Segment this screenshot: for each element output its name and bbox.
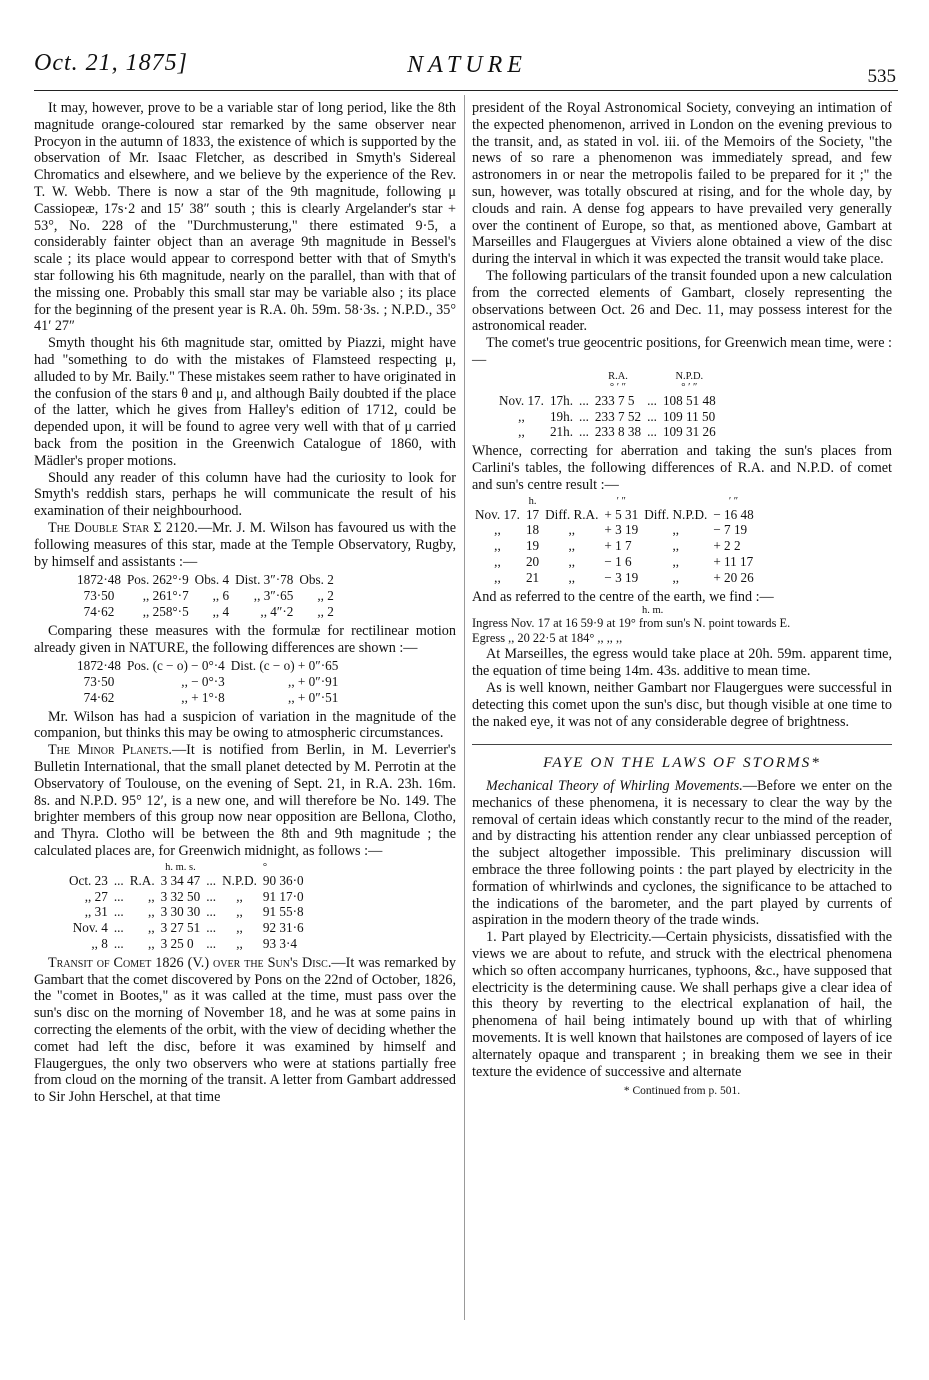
table-cell: 21 xyxy=(525,569,540,585)
table-cell: 3 25 0 xyxy=(160,936,194,952)
paragraph xyxy=(34,955,456,1106)
table-cell: − 1 6 xyxy=(604,553,632,569)
paragraph: As is well known, neither Gambart nor Flaugergues were successful in detecting this comet upon the sun's disc, but though visible at one time to the naked eye, it was not of any considerable degree of brightness. xyxy=(472,679,892,730)
paragraph: It may, however, prove to be a variable star of long period, like the 8th magnitude orange-coloured star remarked by the same observer near Procyon in the autumn of 1833, the existence of which is supported by the observation of Mr. Isaac Fletcher, as described in Smyth's Sidereal Chromatics and elsewhere, and we believe by the experience of the Rev. T. W. Webb. There is now a star of the 9th magnitude, following μ Cassiopeæ, 17s·2 and 15′ 38″ south ; this is clearly Argelander's star + 53°, No. 228 of the "Durchmusterung," there estimated 9·5, a considerably fainter object than an average 9th magnitude in Bessel's scale ; its place would appear to correspond better with that of Smyth's star following his 6th magnitude, nearly on the parallel, than with that of the missing one. Probably this small star may be variable also ; its place for the beginning of the present year is R.A. 0h. 59m. 58·3s. ; N.P.D., 35° 41′ 27″ xyxy=(34,100,456,335)
paragraph: president of the Royal Astronomical Society, conveying an intimation of the expected phenomenon, arrived in London on the evening previous to the transit, and, as stated in vol. iii. of the Memoirs of the Society, "the news of so rare a phenomenon was immediately spread, and few astronomers in or near the metropolis failed to be prepared for it ;" the sun, however, was totally obscured at rising, and for the whole day, by clouds and rain. A dense fog appears to have prevailed very generally over the continent of Europe, so that, as mentioned above, Gambart at Marseilles and Flaugergues at Viviers alone obtained a view of the disc during the interval in which it was expected the transit would take place. xyxy=(472,100,892,268)
table-units-row xyxy=(496,382,719,393)
table-cell: ... xyxy=(647,392,657,408)
table-row xyxy=(496,393,719,409)
table-cell: − 3 19 xyxy=(604,569,639,585)
table-cell: ,, xyxy=(236,920,243,936)
table-cell: 17 xyxy=(525,506,540,522)
table-cell: 93 3·4 xyxy=(262,936,297,952)
table-cell: ,, xyxy=(568,522,576,538)
table-cell: 109 11 50 xyxy=(662,408,716,424)
table-cell: h. m. s. xyxy=(165,861,196,873)
table-cell: 21h. xyxy=(549,424,574,440)
table-row xyxy=(66,904,307,920)
table-cell: 3 34 47 xyxy=(160,872,201,888)
ingress-units: h. m. xyxy=(642,605,664,617)
table-row xyxy=(66,936,307,952)
table-cell: 3 32 50 xyxy=(160,888,201,904)
column-header: N.P.D. xyxy=(675,370,704,382)
paragraph xyxy=(34,520,456,570)
paragraph: And as referred to the centre of the earth, we find :— xyxy=(472,588,774,605)
table-row xyxy=(74,604,337,620)
table-cell: ,, 27 xyxy=(84,888,108,904)
table-units-row xyxy=(66,862,307,873)
table-cell: + 1 7 xyxy=(604,538,632,554)
table-cell: ,, xyxy=(568,538,576,554)
table-cell: ,, xyxy=(148,936,155,952)
table-cell: 17h. xyxy=(549,392,574,408)
table-cell: Obs. 2 xyxy=(299,572,334,588)
table-cell: ,, xyxy=(518,424,525,440)
table-cell: ,, xyxy=(672,553,680,569)
table-cell: ,, 2 xyxy=(317,603,334,619)
table-cell: 73·50 xyxy=(83,674,115,690)
table-cell: 74·62 xyxy=(83,689,115,705)
table-cell: ,, xyxy=(494,522,501,538)
table-cell: Pos. (c − o) − 0°·4 xyxy=(126,658,225,674)
ingress-line: Ingress Nov. 17 at 16 59·9 at 19° from sun's N. point towards E. xyxy=(472,616,791,631)
table-cell: + 3 19 xyxy=(604,522,639,538)
paragraph-text: —It was remarked by Gambart that the comet discovered by Pons on the 22nd of October, 1826, the "comet in Bootes," as it was called at the time, must pass over the sun's disc on the morning of November 18, and he was at some pains in correcting the elements of the orbit, with the view of deciding whether the comet had left the disc, before it was examined by himself and Flaugergues, the only two observers who were at stations partially free from cloud on the morning of the transit. A letter from Gambart addressed to Sir John Herschel, at that time xyxy=(34,954,456,1106)
table-cell: Nov. 4 xyxy=(72,920,108,936)
paragraph: Mr. Wilson has had a suspicion of variation in the magnitude of the companion, but thinks this may be owing to atmospheric circumstances. xyxy=(34,708,456,742)
table-cell: ... xyxy=(579,392,589,408)
table-cell: 233 7 5 xyxy=(594,392,635,408)
table-row xyxy=(66,873,307,889)
table-cell: 19 xyxy=(525,538,540,554)
table-cell: 73·50 xyxy=(83,588,115,604)
table-cell: ... xyxy=(206,872,217,888)
table-cell: ,, xyxy=(568,553,576,569)
table-cell: 91 17·0 xyxy=(262,888,304,904)
table-cell: ,, 31 xyxy=(84,904,108,920)
table-cell: h. xyxy=(528,495,537,507)
table-cell: ... xyxy=(647,408,657,424)
page-header xyxy=(34,48,900,90)
table-cell: ,, xyxy=(672,569,680,585)
table-cell: Pos. 262°·9 xyxy=(126,572,189,588)
table-cell: ,, − 0°·3 xyxy=(181,674,225,690)
table-cell: ,, 6 xyxy=(212,588,230,604)
table-cell: ° xyxy=(262,861,268,873)
table-cell: 19h. xyxy=(549,408,574,424)
table-cell: ... xyxy=(647,424,657,440)
table-cell: ,, 261°·7 xyxy=(142,588,189,604)
table-cell: ,, 258°·5 xyxy=(142,603,189,619)
left-column xyxy=(34,100,456,1106)
table-row xyxy=(74,674,341,690)
table-cell: ,, xyxy=(672,522,680,538)
table-cell: ,, xyxy=(148,904,155,920)
table-cell: ,, xyxy=(236,888,243,904)
paragraph: Should any reader of this column have had the curiosity to look for Smyth's reddish stars, perhaps he will communicate the result of his examination of their neighbourhood. xyxy=(34,469,456,520)
table-cell: − 7 19 xyxy=(713,522,748,538)
measures-table xyxy=(74,572,337,619)
paragraph: Smyth thought his 6th magnitude star, omitted by Piazzi, might have had "something to do with the mistakes of Flamsteed respecting μ, alluded to by Mr. Baily." These mistakes seem rather to have originated in the confusion of the stars θ and μ, and although Baily doubted if the place of the latter, which he gives from Halley's edition of 1712, could be depended upon, it will be found to agree very well with that of μ carried back from the position in the Greenwich Catalogue of 1860, with Mädler's proper motions. xyxy=(34,335,456,469)
table-cell: ,, + 0″·51 xyxy=(288,689,339,705)
column-divider xyxy=(464,95,465,1320)
table-cell: Diff. N.P.D. xyxy=(644,506,708,522)
table-cell: 1872·48 xyxy=(77,658,121,674)
table-header-row xyxy=(496,371,719,382)
table-cell: ′ ″ xyxy=(728,495,739,507)
table-cell: ′ ″ xyxy=(616,495,626,507)
article-title: FAYE ON THE LAWS OF STORMS* xyxy=(543,754,821,772)
paragraph-text: —It is notified from Berlin, in M. Leverrier's Bulletin International, that the small planet detected by M. Perrotin at the Observatory of Toulouse, on the evening of Sept. 21, in R.A. 23h. 16m. 8s. and N.P.D. 95° 12′, is a new one, and will therefore be No. 149. The brighter members of this group now near opposition are Bellona, Clotho, and Thyra. Clotho will be between the 8th and 9th magnitude ; the calculated places are, for Greenwich midnight, as follows :— xyxy=(34,742,457,860)
table-cell: Obs. 4 xyxy=(194,572,230,588)
table-cell: ... xyxy=(206,936,217,952)
table-cell: + 5 31 xyxy=(604,506,639,522)
issue-date: Oct. 21, 1875] xyxy=(34,50,188,76)
table-cell: ... xyxy=(113,888,124,904)
table-cell: ... xyxy=(579,424,589,440)
table-cell: 108 51 48 xyxy=(662,392,716,408)
table-cell: ... xyxy=(113,904,124,920)
table-cell: ... xyxy=(113,872,124,888)
table-cell: 233 8 38 xyxy=(594,424,642,440)
column-header: R.A. xyxy=(608,370,628,382)
table-row xyxy=(74,690,341,706)
table-row xyxy=(66,920,307,936)
table-cell: ,, 3″·65 xyxy=(253,588,294,604)
table-cell: ° ′ ″ xyxy=(609,381,627,393)
table-cell: ... xyxy=(579,408,589,424)
table-cell: ... xyxy=(206,904,217,920)
table-row xyxy=(66,889,307,905)
table-cell: N.P.D. xyxy=(222,872,257,888)
journal-title: NATURE xyxy=(407,52,527,78)
table-cell: ,, xyxy=(494,538,501,554)
table-cell: ... xyxy=(113,920,124,936)
paragraph: Comparing these measures with the formulæ for rectilinear motion already given in NATURE, the following differences are shown :— xyxy=(34,622,456,656)
section-heading: The Double Star Σ 2120. xyxy=(48,519,198,536)
section-heading: Transit of Comet 1826 (V.) over the Sun's Disc. xyxy=(48,954,332,971)
table-cell: ,, 8 xyxy=(91,936,108,952)
paragraph: 1. Part played by Electricity.—Certain physicists, dissatisfied with the views we are about to refute, and struck with the electrical phenomena which so often accompany hurricanes, typhoons, &c., have supposed that electricity is the determining cause. We shall perhaps give a clear idea of this theory by reverting to the electrical explanation of hail, the phenomena of hail being intimately bound up with that of whirling movements. It is well known that hailstones are composed of layers of ice alternately opaque and transparent ; in breaking them we see in their texture the evidence of successive and alternate xyxy=(472,929,892,1080)
table-cell: 90 36·0 xyxy=(262,872,304,888)
planet-places-table xyxy=(66,862,307,952)
table-cell: ,, xyxy=(672,538,680,554)
table-cell: R.A. xyxy=(129,872,155,888)
table-cell: ,, xyxy=(236,936,243,952)
table-cell: ° ′ ″ xyxy=(681,381,698,393)
table-cell: + 20 26 xyxy=(713,569,754,585)
table-row xyxy=(74,572,337,588)
table-cell: 1872·48 xyxy=(77,572,121,588)
paragraph-text: —Mr. J. M. Wilson has favoured us with the following measures of this star, made at the Temple Observatory, Rugby, by himself and assistants :— xyxy=(34,519,457,570)
egress-line: Egress ,, 20 22·5 at 184° ,, ,, ,, xyxy=(472,631,623,646)
table-cell: 3 30 30 xyxy=(160,904,201,920)
table-row xyxy=(472,570,757,586)
paragraph: At Marseilles, the egress would take place at 20h. 59m. apparent time, the equation of time being 14m. 43s. additive to mean time. xyxy=(472,646,892,680)
table-cell: 92 31·6 xyxy=(262,920,304,936)
comet-positions-table xyxy=(496,371,719,440)
table-cell: 20 xyxy=(525,553,540,569)
table-cell: ,, xyxy=(494,553,501,569)
table-cell: ,, xyxy=(518,408,525,424)
table-cell: ,, 4″·2 xyxy=(260,603,294,619)
table-cell: 18 xyxy=(525,522,540,538)
table-cell: 233 7 52 xyxy=(594,408,642,424)
table-cell: 91 55·8 xyxy=(262,904,304,920)
table-row xyxy=(472,522,757,538)
table-cell: Diff. R.A. xyxy=(545,506,599,522)
table-cell: ... xyxy=(113,936,124,952)
paragraph: Whence, correcting for aberration and taking the sun's places from Carlini's tables, the following differences of R.A. and N.P.D. of comet and sun's centre result :— xyxy=(472,443,892,493)
table-cell: Nov. 17. xyxy=(475,506,520,522)
paragraph: The comet's true geocentric positions, for Greenwich mean time, were :— xyxy=(472,335,892,368)
page-number: 535 xyxy=(867,66,896,87)
table-cell: ,, xyxy=(148,920,155,936)
table-cell: + 11 17 xyxy=(713,553,754,569)
table-cell: ,, xyxy=(568,569,576,585)
table-row xyxy=(472,538,757,554)
paragraph: The following particulars of the transit founded upon a new calculation from the corrected elements of Gambart, closely representing the observations between Oct. 26 and Dec. 11, may possess interest for the astronomical reader. xyxy=(472,267,892,335)
paragraph xyxy=(34,742,456,860)
table-row xyxy=(496,409,719,425)
table-cell: ... xyxy=(206,920,217,936)
table-cell: ... xyxy=(206,888,217,904)
table-cell: 74·62 xyxy=(83,603,115,619)
table-row xyxy=(496,424,719,440)
table-cell: ,, + 0″·91 xyxy=(288,674,339,690)
table-cell: ,, + 1°·8 xyxy=(181,689,225,705)
table-cell: ,, xyxy=(236,904,243,920)
table-cell: + 2 2 xyxy=(713,538,741,554)
differences-table xyxy=(74,658,341,705)
paragraph-text: —Before we enter on the mechanics of these phenomena, it is necessary to clear the way by the removal of certain ideas which constantly recur to the mind of the reader, and by distracting his attention render any clear unbiassed perception of the subject altogether impossible. This preliminary discussion will embrace the three following points : the part played by electricity in the formation of whirlwinds and cyclones, the significance to be attached to the indications of the barometer, and the part played by currents of aspiration in the modern theory of the trade winds. xyxy=(472,778,892,929)
table-cell: 109 31 26 xyxy=(662,424,716,440)
header-rule xyxy=(34,90,898,91)
section-divider xyxy=(472,744,892,745)
table-cell: ,, 4 xyxy=(212,603,230,619)
differences-table xyxy=(472,496,757,586)
table-row xyxy=(472,554,757,570)
table-cell: ,, xyxy=(494,569,501,585)
table-row xyxy=(74,588,337,604)
table-cell: Dist. 3″·78 xyxy=(235,572,294,588)
footnote: * Continued from p. 501. xyxy=(623,1085,741,1098)
subsection-heading: Mechanical Theory of Whirling Movements. xyxy=(486,778,743,795)
table-cell: 3 27 51 xyxy=(160,920,201,936)
table-cell: − 16 48 xyxy=(713,506,754,522)
table-cell: Oct. 23 xyxy=(69,872,108,888)
table-cell: ,, 2 xyxy=(317,588,334,604)
section-heading: The Minor Planets. xyxy=(48,742,172,759)
table-cell: Dist. (c − o) + 0″·65 xyxy=(230,658,339,674)
table-row xyxy=(472,507,757,523)
paragraph xyxy=(472,778,892,929)
table-cell: ,, xyxy=(148,888,155,904)
table-units-row xyxy=(472,496,757,507)
table-cell: Nov. 17. xyxy=(499,392,544,408)
right-column xyxy=(472,100,892,1100)
table-row xyxy=(74,658,341,674)
